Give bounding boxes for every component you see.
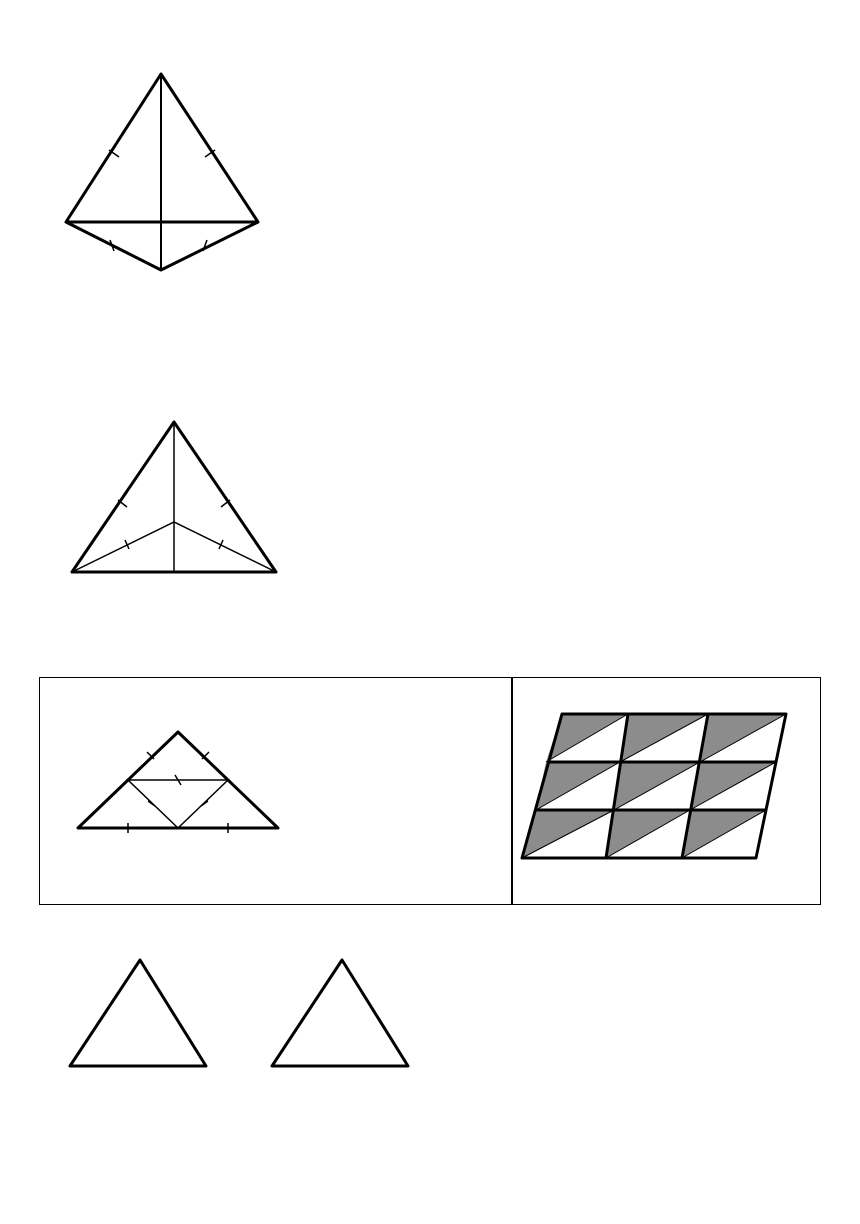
task-590-figure xyxy=(30,44,290,304)
triangle-kpt xyxy=(272,960,408,1066)
task-592-figure xyxy=(44,702,314,852)
triangle-abc xyxy=(70,960,206,1066)
task-593-figure xyxy=(520,710,800,870)
task-594-figure xyxy=(40,930,440,1090)
midline-triangle xyxy=(128,780,228,828)
task-591-figure xyxy=(40,392,310,612)
